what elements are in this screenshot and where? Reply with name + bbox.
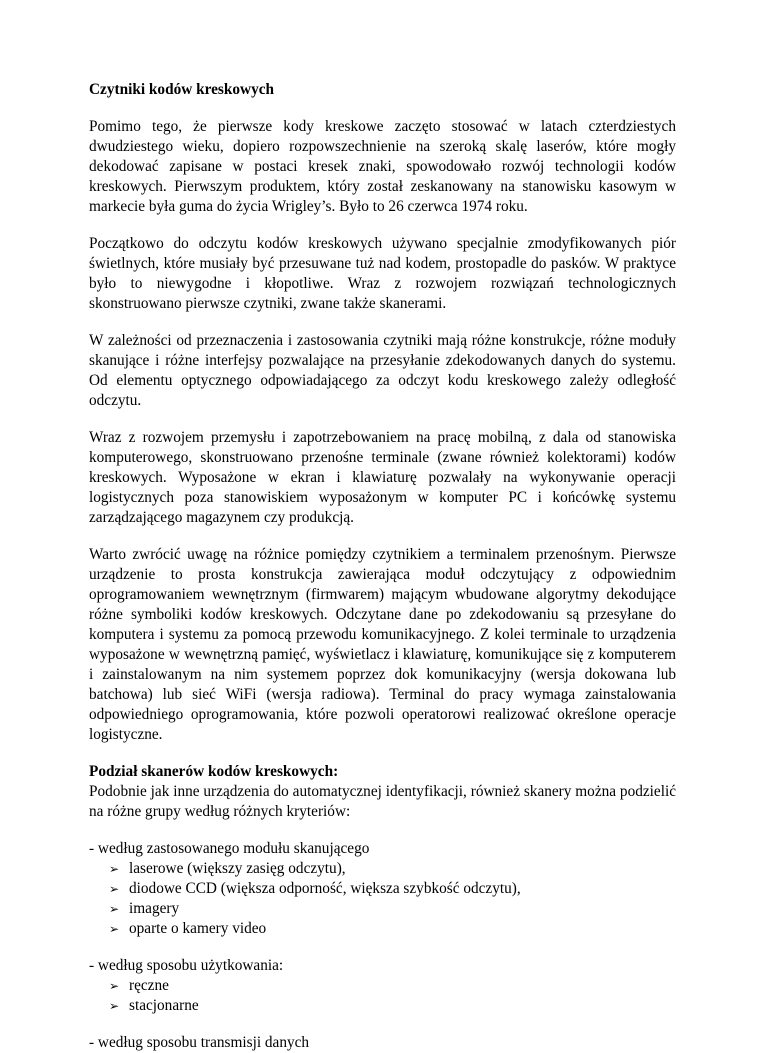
bullet-list (89, 976, 676, 1016)
paragraph: Pomimo tego, że pierwsze kody kreskowe zaczęto stosować w latach czterdziestych dwudziestego wieku, dopiero rozpowszechnienie na szeroką skalę laserów, które mogły dekodować zapisane w postaci kresek znaki, spowodowało rozwój technologii kodów kreskowych. Pierwszym produktem, który został zeskanowany na stanowisku kasowym w markecie była guma do życia Wrigley’s. Było to 26 czerwca 1974 roku. (89, 118, 676, 215)
group-label: - według zastosowanego modułu skanującego (89, 840, 370, 857)
list-item: ➢ laserowe (większy zasięg odczytu), (109, 860, 346, 877)
document-title: Czytniki kodów kreskowych (89, 81, 275, 98)
section-intro: Podobnie jak inne urządzenia do automatycznej identyfikacji, również skanery można podzielić na różne grupy według różnych kryteriów: (89, 783, 676, 820)
paragraph: Początkowo do odczytu kodów kreskowych używano specjalnie zmodyfikowanych piór świetlnych, które musiały być przesuwane tuż nad kodem, prostopadle do pasków. W praktyce było to niewygodne i kłopotliwe. Wraz z rozwojem rozwiązań technologicznych skonstruowano pierwsze czytniki, zwane także skanerami. (89, 235, 676, 312)
paragraph: Warto zwrócić uwagę na różnice pomiędzy czytnikiem a terminalem przenośnym. Pierwsze urządzenie to prosta konstrukcja zawierająca moduł odczytujący z odpowiednim oprogramowaniem wewnętrznym (firmwarem) mającym wbudowane algorytmy dekodujące różne symboliki kodów kreskowych. Odczytane dane po zdekodowaniu są przesyłane do komputera i systemu za pomocą przewodu komunikacyjnego. Z kolei terminale to urządzenia wyposażone w wewnętrzną pamięć, wyświetlacz i klawiaturę, komunikujące się z komputerem i zainstalowanym na nim systemem poprzez dok komunikacyjny (wersja dokowana lub batchowa) lub sieć WiFi (wersja radiowa). Terminal do pracy wymaga zainstalowania odpowiedniego oprogramowania, które pozwoli operatorowi realizować określone operacje logistyczne. (89, 546, 676, 743)
list-item: ➢ oparte o kamery video (109, 920, 267, 937)
arrow-bullet-icon: ➢ (109, 862, 120, 876)
arrow-bullet-icon: ➢ (109, 979, 120, 993)
arrow-bullet-icon: ➢ (109, 922, 120, 936)
list-item: ➢ stacjonarne (109, 997, 199, 1014)
arrow-bullet-icon: ➢ (109, 999, 120, 1013)
bullet-list (89, 859, 676, 939)
arrow-bullet-icon: ➢ (109, 882, 120, 896)
list-item: ➢ imagery (109, 900, 180, 917)
group-label: - według sposobu użytkowania: (89, 957, 284, 974)
section-heading: Podział skanerów kodów kreskowych: (89, 763, 339, 780)
paragraph: Wraz z rozwojem przemysłu i zapotrzebowaniem na pracę mobilną, z dala od stanowiska komputerowego, skonstruowano przenośne terminale (zwane również kolektorami) kodów kreskowych. Wyposażone w ekran i klawiaturę pozwalały na wykonywanie operacji logistycznych poza stanowiskiem wyposażonym w komputer PC i końcówkę systemu zarządzającego magazynem czy produkcją. (89, 429, 676, 526)
arrow-bullet-icon: ➢ (109, 902, 120, 916)
group-label: - według sposobu transmisji danych (89, 1034, 310, 1051)
list-item: ➢ ręczne (109, 977, 169, 994)
document-page (89, 80, 676, 1053)
list-item: ➢ diodowe CCD (większa odporność, większa szybkość odczytu), (109, 880, 521, 897)
paragraph: W zależności od przeznaczenia i zastosowania czytniki mają różne konstrukcje, różne moduły skanujące i różne interfejsy pozwalające na przesyłanie zdekodowanych danych do systemu. Od elementu optycznego odpowiadającego za odczyt kodu kreskowego zależy odległość odczytu. (89, 332, 676, 409)
